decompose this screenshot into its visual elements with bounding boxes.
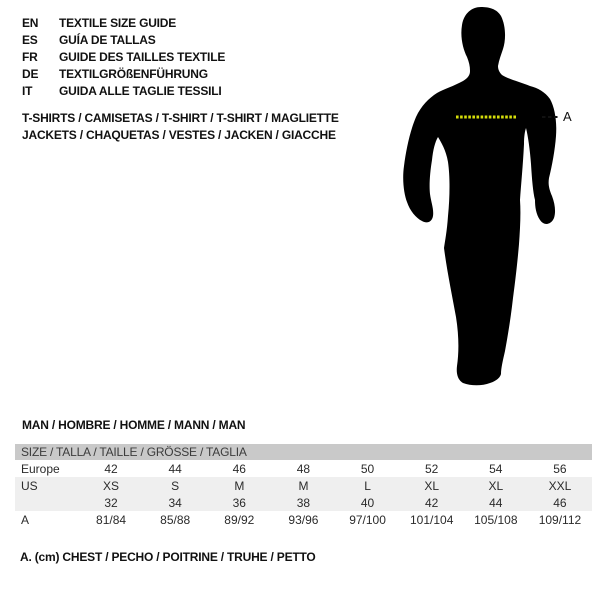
table-cell: 46 xyxy=(553,495,567,510)
table-cell: 42 xyxy=(104,461,118,476)
table-cell: 40 xyxy=(360,495,375,510)
table-cell: 52 xyxy=(425,461,439,476)
table-cell: 44 xyxy=(489,495,503,510)
table-row-europe xyxy=(15,460,592,477)
table-cell: 97/100 xyxy=(349,512,386,527)
language-label: GUÍA DE TALLAS xyxy=(59,32,156,47)
man-silhouette-shape xyxy=(403,7,556,385)
table-cell: XL xyxy=(424,478,440,493)
table-cell: 50 xyxy=(360,461,375,476)
chest-measurement-note: A. (cm) CHEST / PECHO / POITRINE / TRUHE / PETTO xyxy=(20,550,316,564)
row-label: A xyxy=(21,512,30,527)
man-silhouette xyxy=(398,0,580,395)
table-cell: XL xyxy=(488,478,504,493)
table-cell: 46 xyxy=(232,461,246,476)
table-cell: S xyxy=(171,478,180,493)
table-row-us-numeric xyxy=(15,494,592,511)
language-row xyxy=(22,31,225,48)
language-code: IT xyxy=(22,83,33,98)
table-cell: 38 xyxy=(296,495,311,510)
table-cell: 32 xyxy=(104,495,118,510)
table-cell: M xyxy=(298,478,309,493)
table-cell: L xyxy=(364,478,371,493)
table-cell: 89/92 xyxy=(224,512,255,527)
man-silhouette-figure xyxy=(398,0,580,395)
section-title-man: MAN / HOMBRE / HOMME / MANN / MAN xyxy=(22,418,246,432)
table-row-us xyxy=(15,477,592,494)
language-label: TEXTILGRÖßENFÜHRUNG xyxy=(59,66,208,81)
language-code: ES xyxy=(22,32,38,47)
language-code: FR xyxy=(22,49,38,64)
measure-label-a: A xyxy=(563,109,572,124)
table-cell: 34 xyxy=(168,495,182,510)
language-row xyxy=(22,82,225,99)
category-line-tshirts: T-SHIRTS / CAMISETAS / T-SHIRT / T-SHIRT / MAGLIETTE xyxy=(22,111,339,125)
row-label: Europe xyxy=(21,461,60,476)
table-cell: 109/112 xyxy=(538,512,582,527)
table-cell: M xyxy=(234,478,245,493)
table-row-chest-cm xyxy=(15,511,592,528)
table-cell: XS xyxy=(103,478,120,493)
table-cell: 48 xyxy=(296,461,311,476)
table-cell: 42 xyxy=(425,495,439,510)
size-table xyxy=(15,444,592,528)
table-cell: XXL xyxy=(548,478,572,493)
language-code: EN xyxy=(22,15,39,30)
language-label: TEXTILE SIZE GUIDE xyxy=(59,15,177,30)
language-row xyxy=(22,48,225,65)
table-cell: 44 xyxy=(168,461,182,476)
table-cell: 56 xyxy=(553,461,567,476)
category-line-jackets: JACKETS / CHAQUETAS / VESTES / JACKEN / GIACCHE xyxy=(22,128,336,142)
size-table-header: SIZE / TALLA / TAILLE / GRÖSSE / TAGLIA xyxy=(15,444,592,460)
language-row xyxy=(22,14,225,31)
table-cell: 54 xyxy=(489,461,503,476)
table-cell: 93/96 xyxy=(288,512,319,527)
row-label: US xyxy=(21,478,38,493)
language-row xyxy=(22,65,225,82)
table-cell: 85/88 xyxy=(160,512,191,527)
language-label: GUIDE DES TAILLES TEXTILE xyxy=(59,49,226,64)
language-label: GUIDA ALLE TAGLIE TESSILI xyxy=(59,83,222,98)
table-cell: 105/108 xyxy=(474,512,518,527)
table-cell: 101/104 xyxy=(409,512,454,527)
language-code: DE xyxy=(22,66,39,81)
table-cell: 81/84 xyxy=(96,512,127,527)
table-cell: 36 xyxy=(232,495,246,510)
language-guide xyxy=(22,14,225,99)
category-lines xyxy=(22,110,339,144)
